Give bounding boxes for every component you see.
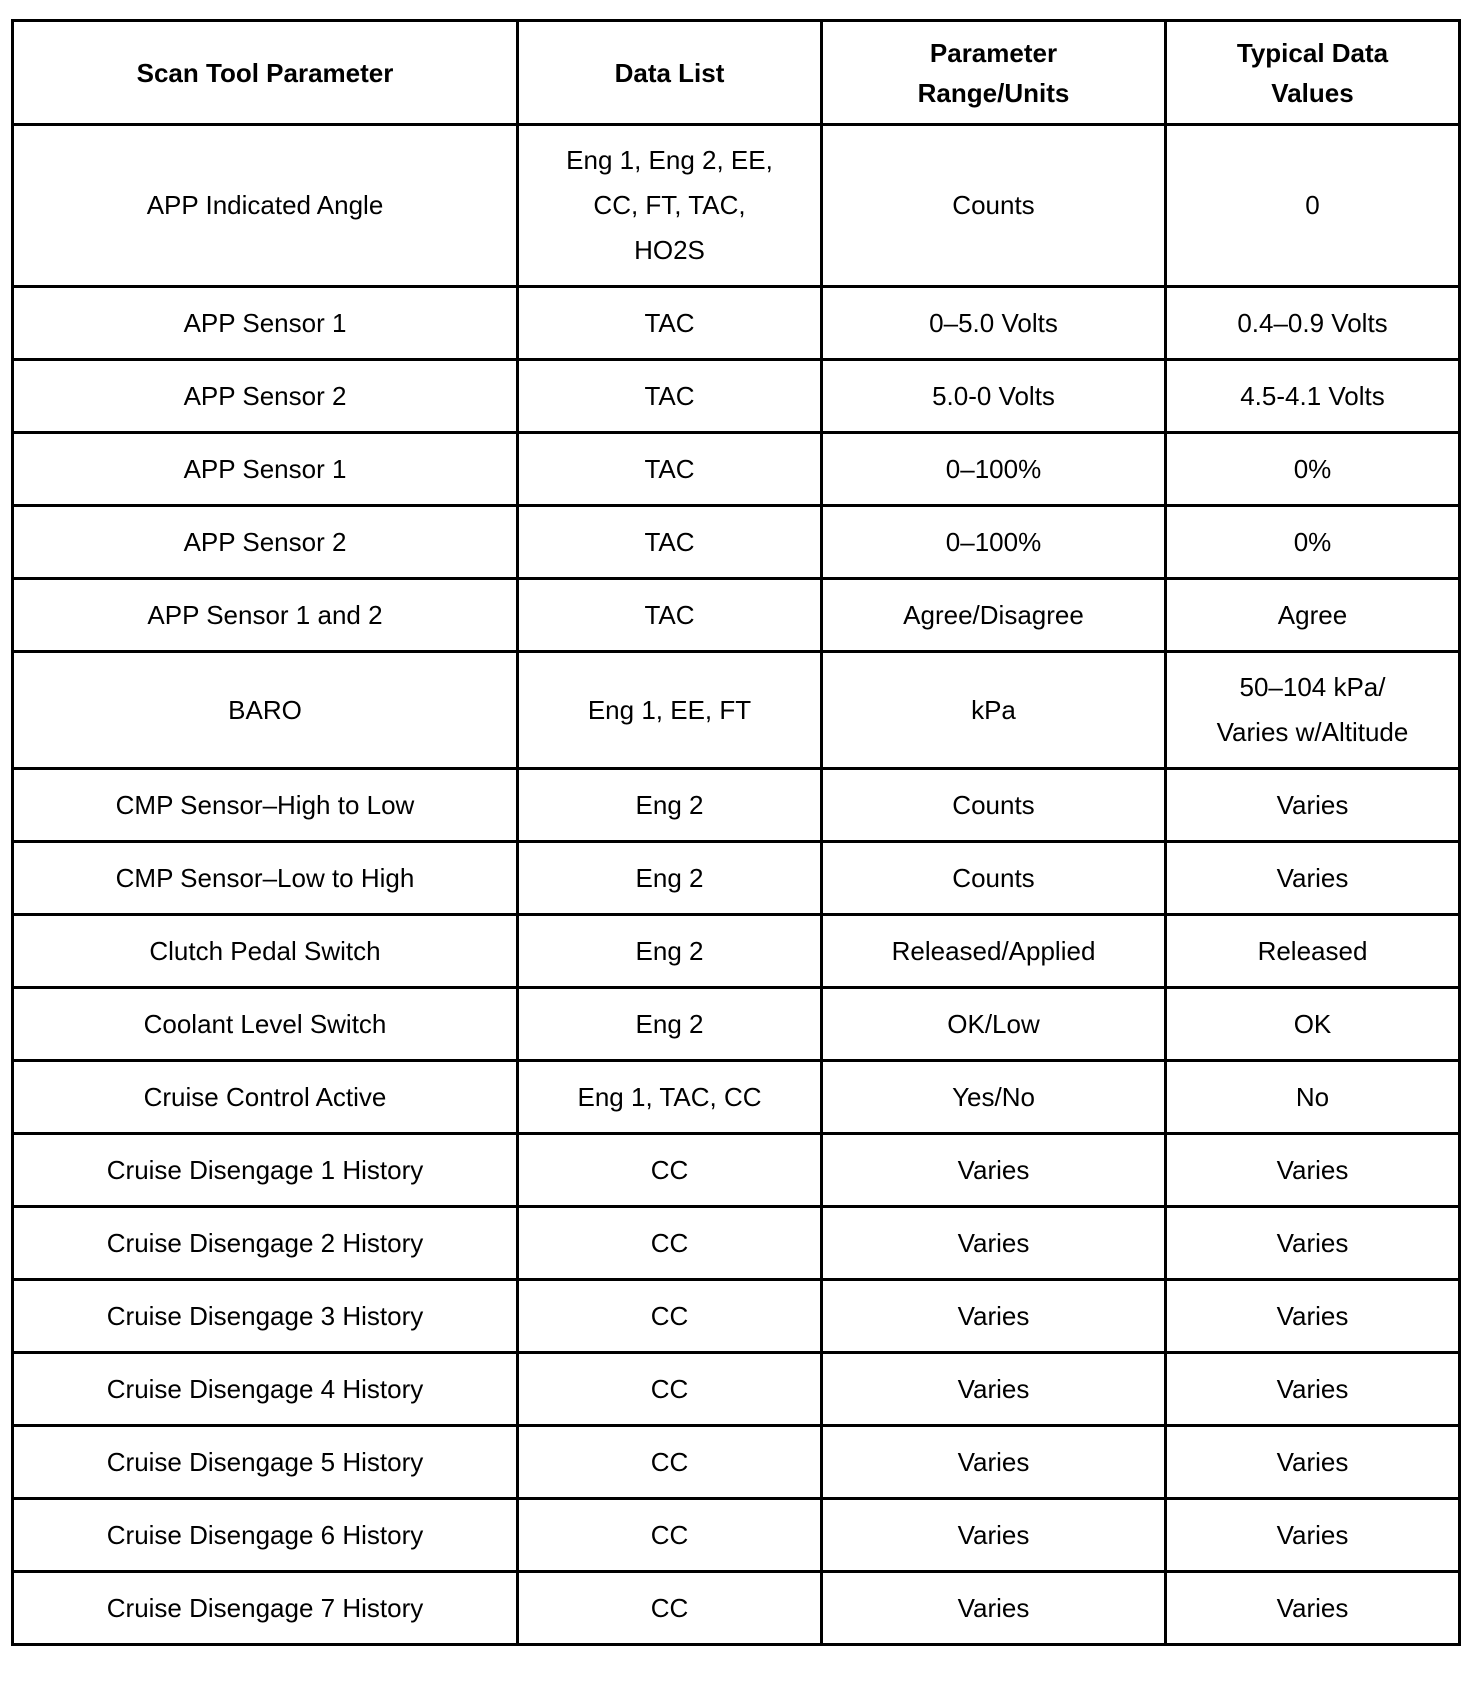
- range-units-cell: [822, 769, 1166, 842]
- cell-text: Varies: [957, 1154, 1030, 1185]
- range-units-cell: [822, 1499, 1166, 1572]
- header-text: Typical Data: [1236, 37, 1389, 68]
- cell-text: Eng 2: [635, 862, 704, 893]
- header-typical-data-values: [1166, 21, 1460, 125]
- table-body: [13, 125, 1460, 1645]
- data-list-cell: [518, 652, 822, 769]
- cell-text: Cruise Disengage 1 History: [106, 1154, 424, 1185]
- cell-text: Counts: [952, 862, 1035, 893]
- table-row: [13, 287, 1460, 360]
- cell-text: Varies: [957, 1300, 1030, 1331]
- cell-text: No: [1295, 1081, 1330, 1112]
- cell-text: 0%: [1293, 526, 1332, 557]
- cell-text: CC: [650, 1519, 689, 1550]
- range-units-cell: [822, 1280, 1166, 1353]
- data-list-cell: [518, 1280, 822, 1353]
- range-units-cell: [822, 579, 1166, 652]
- range-units-cell: [822, 1207, 1166, 1280]
- data-list-cell: [518, 1499, 822, 1572]
- cell-text: Varies: [1276, 1300, 1349, 1331]
- typical-value-cell: [1166, 652, 1460, 769]
- scan-tool-parameter-cell: [13, 988, 518, 1061]
- typical-value-cell: [1166, 433, 1460, 506]
- cell-text: APP Sensor 1: [183, 307, 347, 338]
- cell-text: APP Indicated Angle: [146, 190, 384, 220]
- scan-tool-parameter-cell: [13, 1134, 518, 1207]
- table-row: [13, 652, 1460, 769]
- range-units-cell: [822, 506, 1166, 579]
- data-list-cell: [518, 287, 822, 360]
- data-list-cell: [518, 579, 822, 652]
- cell-text: APP Sensor 1: [183, 453, 347, 484]
- table-row: [13, 360, 1460, 433]
- cell-text: Cruise Disengage 6 History: [106, 1519, 424, 1550]
- cell-text: Eng 2: [635, 1008, 704, 1039]
- range-units-cell: [822, 1426, 1166, 1499]
- header-scan-tool-parameter: [13, 21, 518, 125]
- header-row: [13, 21, 1460, 125]
- table-row: [13, 1572, 1460, 1645]
- cell-text: HO2S: [634, 235, 705, 265]
- data-list-cell: [518, 1134, 822, 1207]
- data-list-cell: [518, 1426, 822, 1499]
- range-units-cell: [822, 287, 1166, 360]
- typical-value-cell: [1166, 915, 1460, 988]
- cell-text: Released: [1257, 935, 1368, 966]
- scan-tool-parameter-cell: [13, 1572, 518, 1645]
- cell-text: CC, FT, TAC,: [593, 190, 746, 220]
- cell-text: Varies: [957, 1592, 1030, 1623]
- range-units-cell: [822, 1061, 1166, 1134]
- cell-text: APP Sensor 2: [183, 526, 347, 557]
- table-row: [13, 842, 1460, 915]
- data-list-cell: [518, 1061, 822, 1134]
- typical-value-cell: [1166, 1572, 1460, 1645]
- scan-tool-parameter-cell: [13, 769, 518, 842]
- table-row: [13, 1426, 1460, 1499]
- scan-tool-parameter-cell: [13, 287, 518, 360]
- scan-tool-parameter-cell: [13, 433, 518, 506]
- cell-text: Counts: [952, 789, 1035, 820]
- scan-tool-parameter-cell: [13, 1353, 518, 1426]
- cell-text: Cruise Disengage 7 History: [106, 1592, 424, 1623]
- table-row: [13, 1499, 1460, 1572]
- typical-value-cell: [1166, 1280, 1460, 1353]
- cell-text: Varies: [1276, 1373, 1349, 1404]
- cell-text: 5.0-0 Volts: [932, 380, 1055, 411]
- cell-text: 0–100%: [945, 453, 1042, 484]
- table-row: [13, 769, 1460, 842]
- scan-tool-parameter-cell: [13, 915, 518, 988]
- data-list-cell: [518, 988, 822, 1061]
- scan-tool-parameter-cell: [13, 360, 518, 433]
- range-units-cell: [822, 125, 1166, 287]
- typical-value-cell: [1166, 506, 1460, 579]
- typical-value-cell: [1166, 125, 1460, 287]
- cell-text: Eng 1, TAC, CC: [577, 1081, 762, 1112]
- typical-value-cell: [1166, 988, 1460, 1061]
- cell-text: Varies: [1276, 1519, 1349, 1550]
- cell-text: Cruise Disengage 3 History: [106, 1300, 424, 1331]
- cell-text: 50–104 kPa/: [1239, 672, 1386, 702]
- scan-tool-parameter-cell: [13, 842, 518, 915]
- table-row: [13, 433, 1460, 506]
- typical-value-cell: [1166, 1061, 1460, 1134]
- table-row: [13, 125, 1460, 287]
- cell-text: Cruise Disengage 5 History: [106, 1446, 424, 1477]
- cell-text: Released/Applied: [891, 935, 1096, 966]
- table-row: [13, 1280, 1460, 1353]
- cell-text: CMP Sensor–Low to High: [115, 862, 415, 893]
- data-list-cell: [518, 1207, 822, 1280]
- cell-text: APP Sensor 2: [183, 380, 347, 411]
- range-units-cell: [822, 915, 1166, 988]
- cell-text: CC: [650, 1373, 689, 1404]
- cell-text: 0.4–0.9 Volts: [1237, 307, 1388, 338]
- cell-text: 4.5-4.1 Volts: [1240, 380, 1385, 411]
- range-units-cell: [822, 360, 1166, 433]
- range-units-cell: [822, 1572, 1166, 1645]
- range-units-cell: [822, 652, 1166, 769]
- table-row: [13, 1061, 1460, 1134]
- cell-text: CC: [650, 1592, 689, 1623]
- cell-text: Eng 1, EE, FT: [587, 694, 752, 725]
- typical-value-cell: [1166, 1426, 1460, 1499]
- table-row: [13, 988, 1460, 1061]
- cell-text: TAC: [644, 599, 695, 630]
- header-text: Scan Tool Parameter: [136, 57, 394, 88]
- table-row: [13, 1353, 1460, 1426]
- data-list-cell: [518, 360, 822, 433]
- cell-text: TAC: [644, 526, 695, 557]
- range-units-cell: [822, 1353, 1166, 1426]
- cell-text: 0–100%: [945, 526, 1042, 557]
- data-list-cell: [518, 842, 822, 915]
- cell-text: Coolant Level Switch: [143, 1008, 387, 1039]
- cell-text: Yes/No: [952, 1081, 1035, 1112]
- cell-text: OK: [1293, 1008, 1332, 1039]
- range-units-cell: [822, 433, 1166, 506]
- cell-text: Eng 2: [635, 935, 704, 966]
- scan-tool-parameter-cell: [13, 1499, 518, 1572]
- table-row: [13, 506, 1460, 579]
- data-list-cell: [518, 769, 822, 842]
- scan-tool-parameter-cell: [13, 652, 518, 769]
- data-list-cell: [518, 125, 822, 287]
- typical-value-cell: [1166, 769, 1460, 842]
- header-text: Parameter: [929, 37, 1058, 68]
- cell-text: Eng 1, Eng 2, EE,: [566, 145, 773, 175]
- range-units-cell: [822, 988, 1166, 1061]
- range-units-cell: [822, 842, 1166, 915]
- scan-tool-parameter-cell: [13, 1426, 518, 1499]
- cell-text: TAC: [644, 453, 695, 484]
- header-parameter-range-units: [822, 21, 1166, 125]
- cell-text: Clutch Pedal Switch: [149, 935, 381, 966]
- range-units-cell: [822, 1134, 1166, 1207]
- cell-text: TAC: [644, 307, 695, 338]
- cell-text: Varies: [1276, 1227, 1349, 1258]
- cell-text: Agree/Disagree: [903, 599, 1084, 630]
- cell-text: Varies w/Altitude: [1216, 717, 1409, 747]
- cell-text: kPa: [971, 694, 1016, 725]
- typical-value-cell: [1166, 1499, 1460, 1572]
- typical-value-cell: [1166, 579, 1460, 652]
- scan-tool-parameter-cell: [13, 1207, 518, 1280]
- typical-value-cell: [1166, 1134, 1460, 1207]
- data-list-cell: [518, 506, 822, 579]
- cell-text: Cruise Disengage 4 History: [106, 1373, 424, 1404]
- data-list-cell: [518, 915, 822, 988]
- data-list-cell: [518, 1572, 822, 1645]
- cell-text: Varies: [1276, 1446, 1349, 1477]
- typical-value-cell: [1166, 1353, 1460, 1426]
- header-text: Range/Units: [917, 77, 1070, 108]
- cell-text: Varies: [957, 1446, 1030, 1477]
- cell-text: CC: [650, 1446, 689, 1477]
- header-data-list: [518, 21, 822, 125]
- scan-tool-parameter-cell: [13, 579, 518, 652]
- typical-value-cell: [1166, 287, 1460, 360]
- table-row: [13, 915, 1460, 988]
- scan-tool-parameter-cell: [13, 125, 518, 287]
- table-row: [13, 1134, 1460, 1207]
- cell-text: Varies: [1276, 1154, 1349, 1185]
- cell-text: CMP Sensor–High to Low: [115, 789, 415, 820]
- cell-text: APP Sensor 1 and 2: [147, 599, 383, 630]
- header-text: Values: [1271, 77, 1354, 108]
- cell-text: Varies: [957, 1227, 1030, 1258]
- cell-text: BARO: [228, 694, 302, 725]
- cell-text: Varies: [1276, 862, 1349, 893]
- cell-text: 0%: [1293, 453, 1332, 484]
- cell-text: CC: [650, 1154, 689, 1185]
- cell-text: TAC: [644, 380, 695, 411]
- cell-text: Eng 2: [635, 789, 704, 820]
- cell-text: Varies: [1276, 1592, 1349, 1623]
- data-list-cell: [518, 433, 822, 506]
- scan-tool-parameter-cell: [13, 1280, 518, 1353]
- cell-text: CC: [650, 1300, 689, 1331]
- cell-text: CC: [650, 1227, 689, 1258]
- cell-text: Varies: [1276, 789, 1349, 820]
- cell-text: Cruise Disengage 2 History: [106, 1227, 424, 1258]
- cell-text: Cruise Control Active: [143, 1081, 387, 1112]
- cell-text: Counts: [952, 190, 1035, 220]
- table-row: [13, 579, 1460, 652]
- cell-text: 0: [1305, 190, 1320, 220]
- scan-tool-parameter-cell: [13, 1061, 518, 1134]
- scan-tool-parameter-cell: [13, 506, 518, 579]
- typical-value-cell: [1166, 360, 1460, 433]
- scan-tool-data-table: [11, 19, 1461, 1646]
- typical-value-cell: [1166, 842, 1460, 915]
- typical-value-cell: [1166, 1207, 1460, 1280]
- cell-text: Varies: [957, 1519, 1030, 1550]
- cell-text: Agree: [1277, 599, 1348, 630]
- cell-text: OK/Low: [947, 1008, 1040, 1039]
- data-list-cell: [518, 1353, 822, 1426]
- header-text: Data List: [614, 57, 725, 88]
- cell-text: 0–5.0 Volts: [929, 307, 1058, 338]
- cell-text: Varies: [957, 1373, 1030, 1404]
- table-row: [13, 1207, 1460, 1280]
